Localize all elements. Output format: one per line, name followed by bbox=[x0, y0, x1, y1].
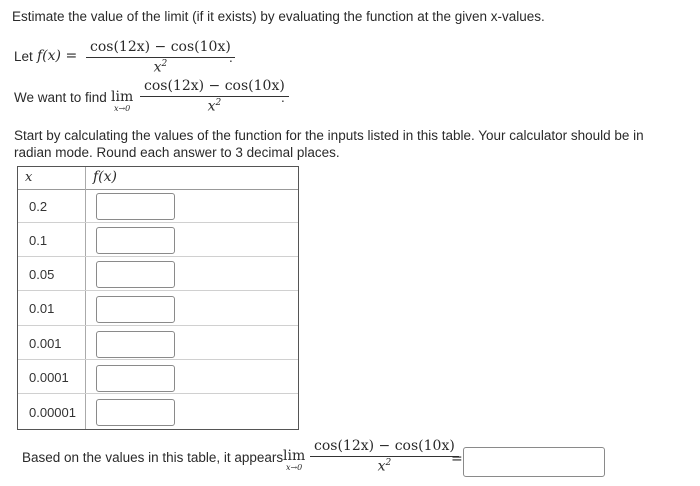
function-definition bbox=[86, 39, 235, 76]
values-table bbox=[17, 166, 299, 430]
limit-operator bbox=[111, 89, 133, 113]
lim-word: lim bbox=[111, 89, 134, 105]
conclusion-limit-operator bbox=[283, 448, 305, 472]
limit-expression bbox=[140, 78, 289, 115]
column-header-x: x bbox=[25, 170, 33, 185]
period: . bbox=[281, 90, 285, 105]
find-label: We want to find bbox=[14, 90, 107, 105]
fx-input-0-00001[interactable] bbox=[96, 399, 175, 426]
function-name: f(x) = bbox=[37, 48, 78, 64]
table-row bbox=[18, 223, 298, 257]
conclusion-denominator: $x^2$ bbox=[377, 458, 392, 475]
conclusion-text: Based on the values in this table, it appears bbox=[22, 450, 284, 465]
problem-statement: Estimate the value of the limit (if it exists) by evaluating the function at the given x-values. bbox=[12, 9, 545, 24]
fx-input-0-01[interactable] bbox=[96, 296, 175, 323]
table-row bbox=[18, 291, 298, 326]
conclusion-expression bbox=[310, 438, 459, 475]
limit-denominator: $x^2$ bbox=[207, 98, 222, 115]
lim-word: lim bbox=[283, 448, 306, 464]
limit-numerator: cos(12x) − cos(10x) bbox=[144, 78, 285, 94]
table-row bbox=[18, 360, 298, 394]
x-value: 0.001 bbox=[29, 336, 62, 351]
x-value: 0.0001 bbox=[29, 370, 69, 385]
function-numerator: cos(12x) − cos(10x) bbox=[90, 39, 231, 55]
x-value: 0.1 bbox=[29, 233, 48, 248]
fx-input-0-001[interactable] bbox=[96, 331, 175, 358]
instructions: Start by calculating the values of the function for the inputs listed in this table. Your calculator should be in radian mode. Round each answer to 3 decimal places. bbox=[14, 128, 644, 160]
period: . bbox=[229, 50, 233, 65]
fx-input-0-1[interactable] bbox=[96, 227, 175, 254]
lim-subscript: x→0 bbox=[113, 104, 131, 113]
table-row bbox=[18, 189, 298, 223]
table-row bbox=[18, 326, 298, 360]
conclusion-numerator: cos(12x) − cos(10x) bbox=[314, 438, 455, 454]
x-value: 0.2 bbox=[29, 199, 48, 214]
lim-subscript: x→0 bbox=[285, 463, 303, 472]
equals-sign: = bbox=[451, 451, 463, 467]
table-header bbox=[18, 167, 298, 190]
fx-input-0-2[interactable] bbox=[96, 193, 175, 220]
limit-answer-input[interactable] bbox=[463, 447, 605, 477]
table-row bbox=[18, 257, 298, 291]
fx-input-0-0001[interactable] bbox=[96, 365, 175, 392]
x-value: 0.01 bbox=[29, 301, 55, 316]
table-row bbox=[18, 394, 298, 428]
x-value: 0.05 bbox=[29, 267, 55, 282]
function-denominator: $x^2$ bbox=[153, 59, 168, 76]
fx-input-0-05[interactable] bbox=[96, 261, 175, 288]
let-label: Let bbox=[14, 49, 33, 64]
x-value: 0.00001 bbox=[29, 405, 76, 420]
column-header-fx: f(x) bbox=[93, 169, 118, 185]
